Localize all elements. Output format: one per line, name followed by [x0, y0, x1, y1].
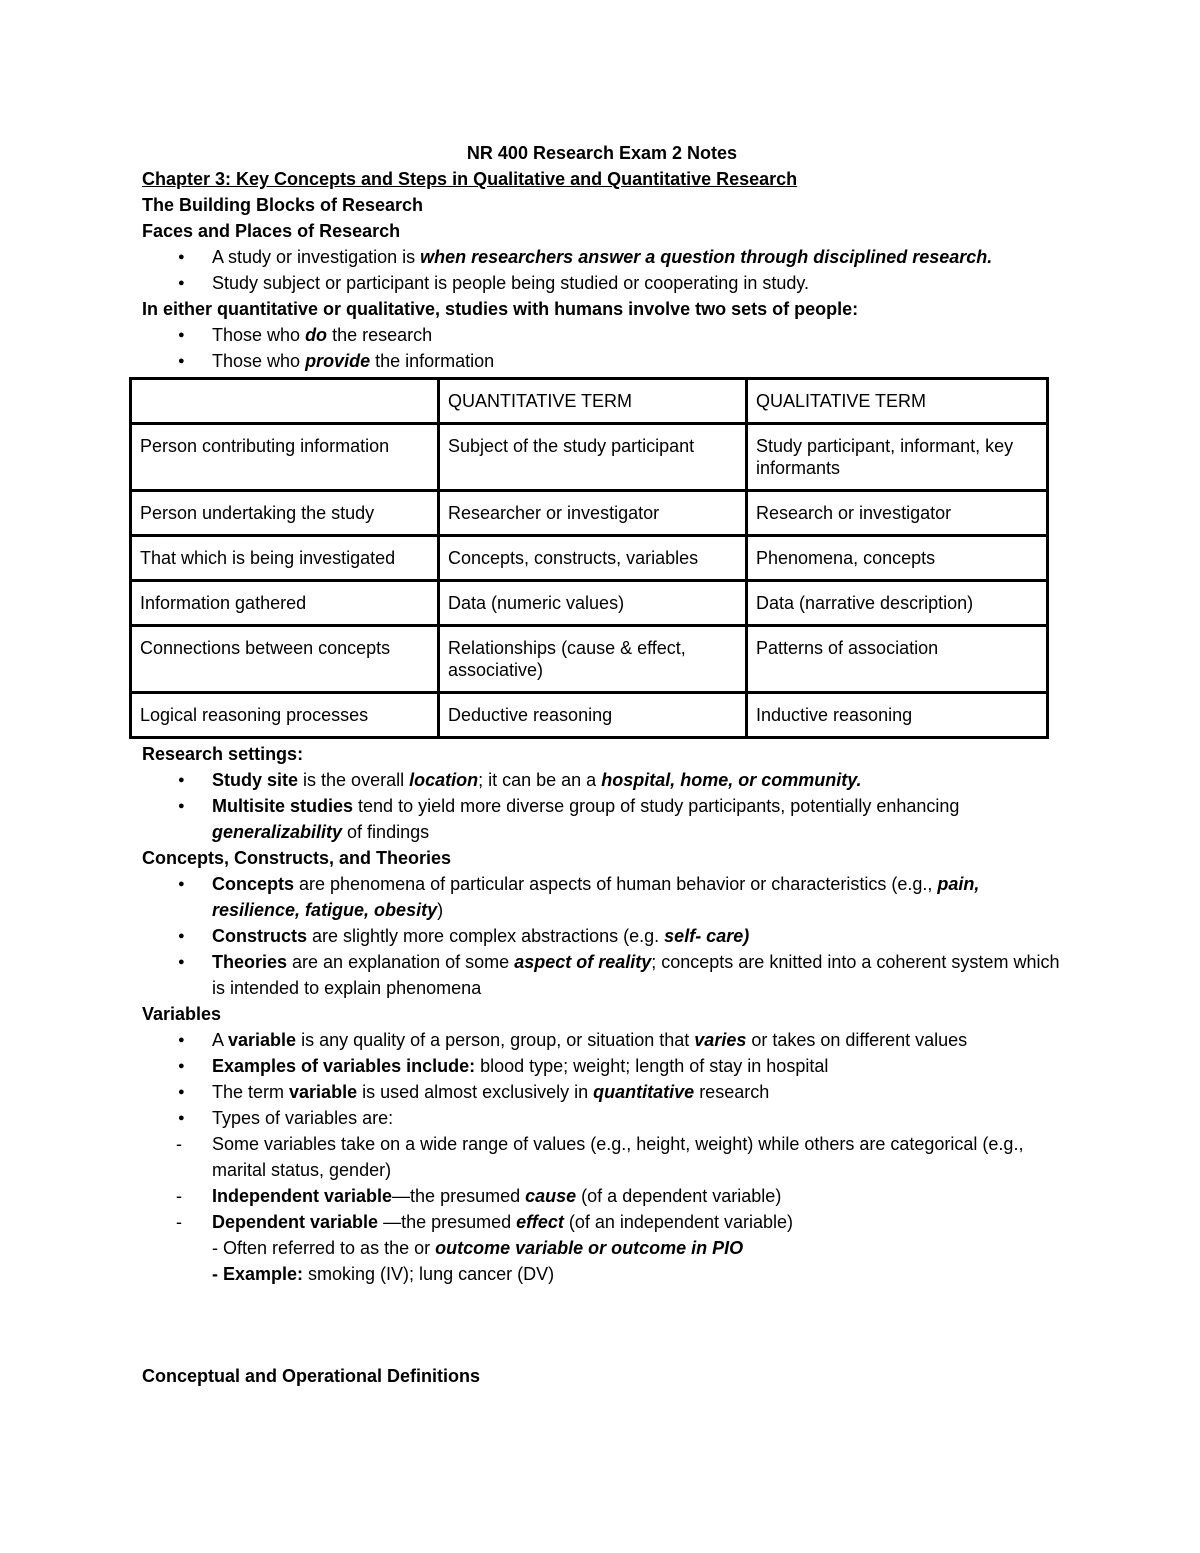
list-item	[142, 1027, 1062, 1053]
list-item	[142, 1053, 1062, 1079]
variables-bullet-list	[142, 1027, 1062, 1131]
table-cell: Patterns of association	[747, 626, 1048, 693]
bullet-text: (of a dependent variable)	[576, 1186, 782, 1206]
term: Examples of variables include:	[212, 1056, 476, 1076]
term: Multisite studies	[212, 796, 354, 816]
bullet-emphasis: quantitative	[593, 1082, 695, 1102]
blank-space	[142, 1287, 1062, 1363]
list-item	[142, 270, 1062, 296]
sub-note-example	[142, 1261, 1062, 1287]
table-cell: Information gathered	[131, 581, 439, 626]
conceptual-heading: Conceptual and Operational Definitions	[142, 1366, 481, 1386]
bullet-text: are an explanation of some	[287, 952, 515, 972]
term: Dependent variable	[212, 1212, 384, 1232]
bullet-text: of findings	[342, 822, 430, 842]
bullet-emphasis: location	[409, 770, 479, 790]
list-item	[142, 1209, 1062, 1235]
term: variable	[228, 1030, 297, 1050]
bullet-text: is the overall	[298, 770, 410, 790]
bullet-text: Those who	[212, 325, 306, 345]
section-heading-building-blocks: The Building Blocks of Research	[142, 195, 424, 215]
list-item	[142, 1131, 1062, 1183]
term: variable	[289, 1082, 358, 1102]
list-item	[142, 322, 1062, 348]
bullet-emphasis: outcome variable or outcome in PIO	[435, 1238, 744, 1258]
term: Independent variable	[212, 1186, 393, 1206]
table-cell: Connections between concepts	[131, 626, 439, 693]
bullet-text: tend to yield more diverse group of study participants, potentially enhancing	[353, 796, 960, 816]
table-cell: Study participant, informant, key informants	[747, 424, 1048, 491]
faces-bullet-list	[142, 244, 1062, 296]
table-cell: Subject of the study participant	[439, 424, 747, 491]
bullet-text: - Often referred to as the or	[212, 1238, 436, 1258]
table-row	[131, 626, 1048, 693]
bullet-text: Study subject or participant is people being studied or cooperating in study.	[212, 273, 810, 293]
table-header-cell	[131, 379, 439, 424]
table-cell: Deductive reasoning	[439, 693, 747, 738]
bullet-text: The term	[212, 1082, 290, 1102]
table-row	[131, 424, 1048, 491]
table-cell: Logical reasoning processes	[131, 693, 439, 738]
term: - Example:	[212, 1264, 304, 1284]
bullet-emphasis: do	[305, 325, 328, 345]
bullet-text: A study or investigation is	[212, 247, 421, 267]
section-heading-faces-places: Faces and Places of Research	[142, 221, 401, 241]
bullet-emphasis: hospital, home, or community.	[601, 770, 862, 790]
sub-note-outcome	[142, 1235, 1062, 1261]
bullet-text: (of an independent variable)	[563, 1212, 794, 1232]
table-cell: Person undertaking the study	[131, 491, 439, 536]
bullet-text: Those who	[212, 351, 306, 371]
bullet-emphasis: aspect of reality	[514, 952, 652, 972]
bullet-emphasis: cause	[525, 1186, 577, 1206]
table-header-cell: QUALITATIVE TERM	[747, 379, 1048, 424]
bullet-text: is used almost exclusively in	[357, 1082, 594, 1102]
bullet-emphasis: effect	[516, 1212, 564, 1232]
terms-table	[129, 377, 1049, 739]
table-row	[131, 491, 1048, 536]
list-item	[142, 793, 1062, 845]
list-item	[142, 348, 1062, 374]
table-cell: Person contributing information	[131, 424, 439, 491]
table-cell: Phenomena, concepts	[747, 536, 1048, 581]
settings-heading: Research settings:	[142, 744, 304, 764]
list-item	[142, 1183, 1062, 1209]
table-header-cell: QUANTITATIVE TERM	[439, 379, 747, 424]
concepts-heading: Concepts, Constructs, and Theories	[142, 848, 452, 868]
bullet-text: ; it can be an a	[478, 770, 602, 790]
bullet-text: are slightly more complex abstractions (e.g.	[307, 926, 665, 946]
bullet-text: or takes on different values	[746, 1030, 968, 1050]
table-row	[131, 693, 1048, 738]
bullet-text: —the presumed	[392, 1186, 526, 1206]
bullet-emphasis: generalizability	[212, 822, 343, 842]
table-cell: Concepts, constructs, variables	[439, 536, 747, 581]
table-cell: Data (narrative description)	[747, 581, 1048, 626]
table-cell: Data (numeric values)	[439, 581, 747, 626]
table-row	[131, 536, 1048, 581]
list-item	[142, 767, 1062, 793]
bullet-emphasis: pain, resilience, fatigue, obesity	[212, 874, 980, 920]
bullet-emphasis: varies	[694, 1030, 747, 1050]
table-cell: That which is being investigated	[131, 536, 439, 581]
table-row	[131, 581, 1048, 626]
list-item	[142, 949, 1062, 1001]
bullet-text: the information	[370, 351, 495, 371]
table-header-row	[131, 379, 1048, 424]
table-cell: Inductive reasoning	[747, 693, 1048, 738]
variables-dash-list	[142, 1131, 1062, 1235]
term: Study site	[212, 770, 299, 790]
list-item	[142, 923, 1062, 949]
chapter-heading: Chapter 3: Key Concepts and Steps in Qualitative and Quantitative Research	[142, 169, 798, 189]
bullet-text: Types of variables are:	[212, 1108, 394, 1128]
bullet-emphasis: self- care)	[664, 926, 750, 946]
list-item	[142, 244, 1062, 270]
bullet-emphasis: when researchers answer a question through disciplined research.	[420, 247, 993, 267]
bullet-emphasis: provide	[305, 351, 371, 371]
bullet-text: research	[694, 1082, 770, 1102]
list-item	[142, 1105, 1062, 1131]
term: Concepts	[212, 874, 295, 894]
table-cell: Relationships (cause & effect, associative)	[439, 626, 747, 693]
settings-bullet-list	[142, 767, 1062, 845]
list-item	[142, 871, 1062, 923]
bullet-text: are phenomena of particular aspects of human behavior or characteristics (e.g.,	[294, 874, 938, 894]
bullet-text: —the presumed	[383, 1212, 517, 1232]
bullet-text: smoking (IV); lung cancer (DV)	[303, 1264, 555, 1284]
people-bullet-list	[142, 322, 1062, 374]
document-title: NR 400 Research Exam 2 Notes	[466, 143, 738, 163]
term: Theories	[212, 952, 288, 972]
variables-heading: Variables	[142, 1004, 222, 1024]
bullet-text: )	[437, 900, 444, 920]
bullet-text: is any quality of a person, group, or situation that	[296, 1030, 695, 1050]
term: Constructs	[212, 926, 308, 946]
concepts-bullet-list	[142, 871, 1062, 1001]
document-page	[142, 140, 1062, 1389]
table-cell: Researcher or investigator	[439, 491, 747, 536]
table-cell: Research or investigator	[747, 491, 1048, 536]
bullet-text: blood type; weight; length of stay in hospital	[475, 1056, 829, 1076]
bullet-text: ; concepts are knitted into a coherent system which is intended to explain phenomena	[212, 952, 1060, 998]
bullet-text: the research	[327, 325, 433, 345]
bullet-text: Some variables take on a wide range of values (e.g., height, weight) while others are categorical (e.g., marital status, gender)	[212, 1134, 1024, 1180]
bullet-text: A	[212, 1030, 229, 1050]
either-heading: In either quantitative or qualitative, studies with humans involve two sets of people:	[142, 299, 859, 319]
list-item	[142, 1079, 1062, 1105]
